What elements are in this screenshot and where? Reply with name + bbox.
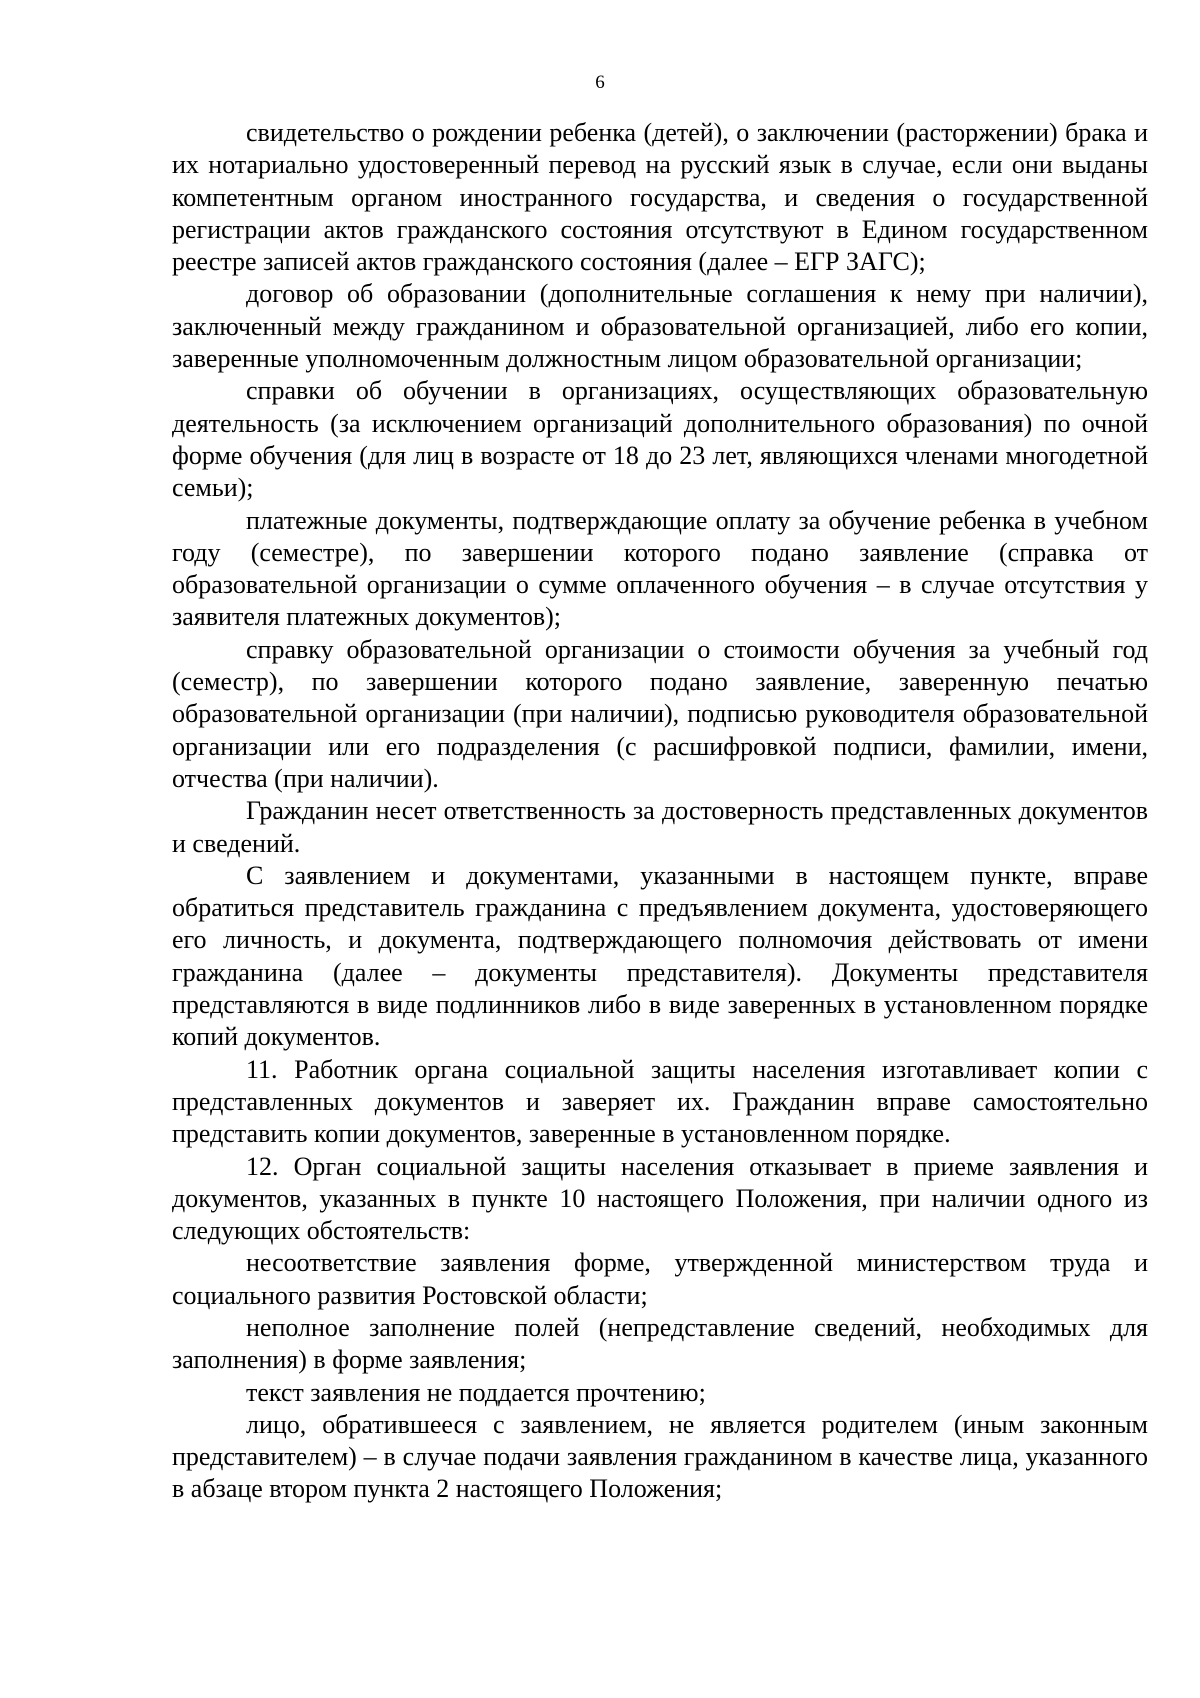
- paragraph-cost-certificate: справку образовательной организации о стоимости обучения за учебный год (семестр), по завершении которого подано заявление, заверенную печатью образовательной организации (при наличии), подписью руководителя образовательной организации или его подразделения (с расшифровкой подписи, фамилии, имени, отчества (при наличии).: [172, 634, 1148, 793]
- paragraph-refusal-unreadable: текст заявления не поддается прочтению;: [246, 1377, 706, 1407]
- paragraph-payment-documents: платежные документы, подтверждающие оплату за обучение ребенка в учебном году (семестре), по завершении которого подано заявление (справка от образовательной организации о сумме оплаченного обучения – в случае отсутствия у заявителя платежных документов);: [172, 505, 1148, 632]
- paragraph-citizen-responsibility: Гражданин несет ответственность за достоверность представленных документов и сведений.: [172, 796, 1148, 858]
- document-body: [172, 117, 1148, 1506]
- paragraph-item-12: 12. Орган социальной защиты населения отказывает в приеме заявления и документов, указанных в пункте 10 настоящего Положения, при наличии одного из следующих обстоятельств:: [172, 1151, 1148, 1246]
- paragraph-refusal-not-parent: лицо, обратившееся с заявлением, не является родителем (иным законным представителем) – в случае подачи заявления гражданином в качестве лица, указанного в абзаце втором пункта 2 настоящего Положения;: [172, 1409, 1148, 1504]
- paragraph-refusal-form-mismatch: несоответствие заявления форме, утвержденной министерством труда и социального развития Ростовской области;: [172, 1248, 1148, 1310]
- paragraph-refusal-incomplete-fields: неполное заполнение полей (непредставление сведений, необходимых для заполнения) в форме заявления;: [172, 1312, 1148, 1375]
- paragraph-representative: С заявлением и документами, указанными в настоящем пункте, вправе обратиться представитель гражданина с предъявлением документа, удостоверяющего его личность, и документа, подтверждающего полномочия действовать от имени гражданина (далее – документы представителя). Документы представителя представляются в виде подлинников либо в виде заверенных в установленном порядке копий документов.: [172, 860, 1148, 1052]
- paragraph-item-11: 11. Работник органа социальной защиты населения изготавливает копии с представленных документов и заверяет их. Гражданин вправе самостоятельно представить копии документов, заверенные в установленном порядке.: [172, 1054, 1148, 1149]
- paragraph-birth-certificate: свидетельство о рождении ребенка (детей), о заключении (расторжении) брака и их нотариально удостоверенный перевод на русский язык в случае, если они выданы компетентным органом иностранного государства, и сведения о государственной регистрации актов гражданского состояния отсутствуют в Едином государственном реестре записей актов гражданского состояния (далее – ЕГР ЗАГС);: [172, 118, 1148, 277]
- page-number: 6: [595, 72, 605, 93]
- paragraph-education-contract: договор об образовании (дополнительные соглашения к нему при наличии), заключенный между гражданином и образовательной организацией, либо его копии, заверенные уполномоченным должностным лицом образовательной организации;: [172, 279, 1148, 374]
- paragraph-study-certificates: справки об обучении в организациях, осуществляющих образовательную деятельность (за исключением организаций дополнительного образования) по очной форме обучения (для лиц в возрасте от 18 до 23 лет, являющихся членами многодетной семьи);: [172, 376, 1148, 503]
